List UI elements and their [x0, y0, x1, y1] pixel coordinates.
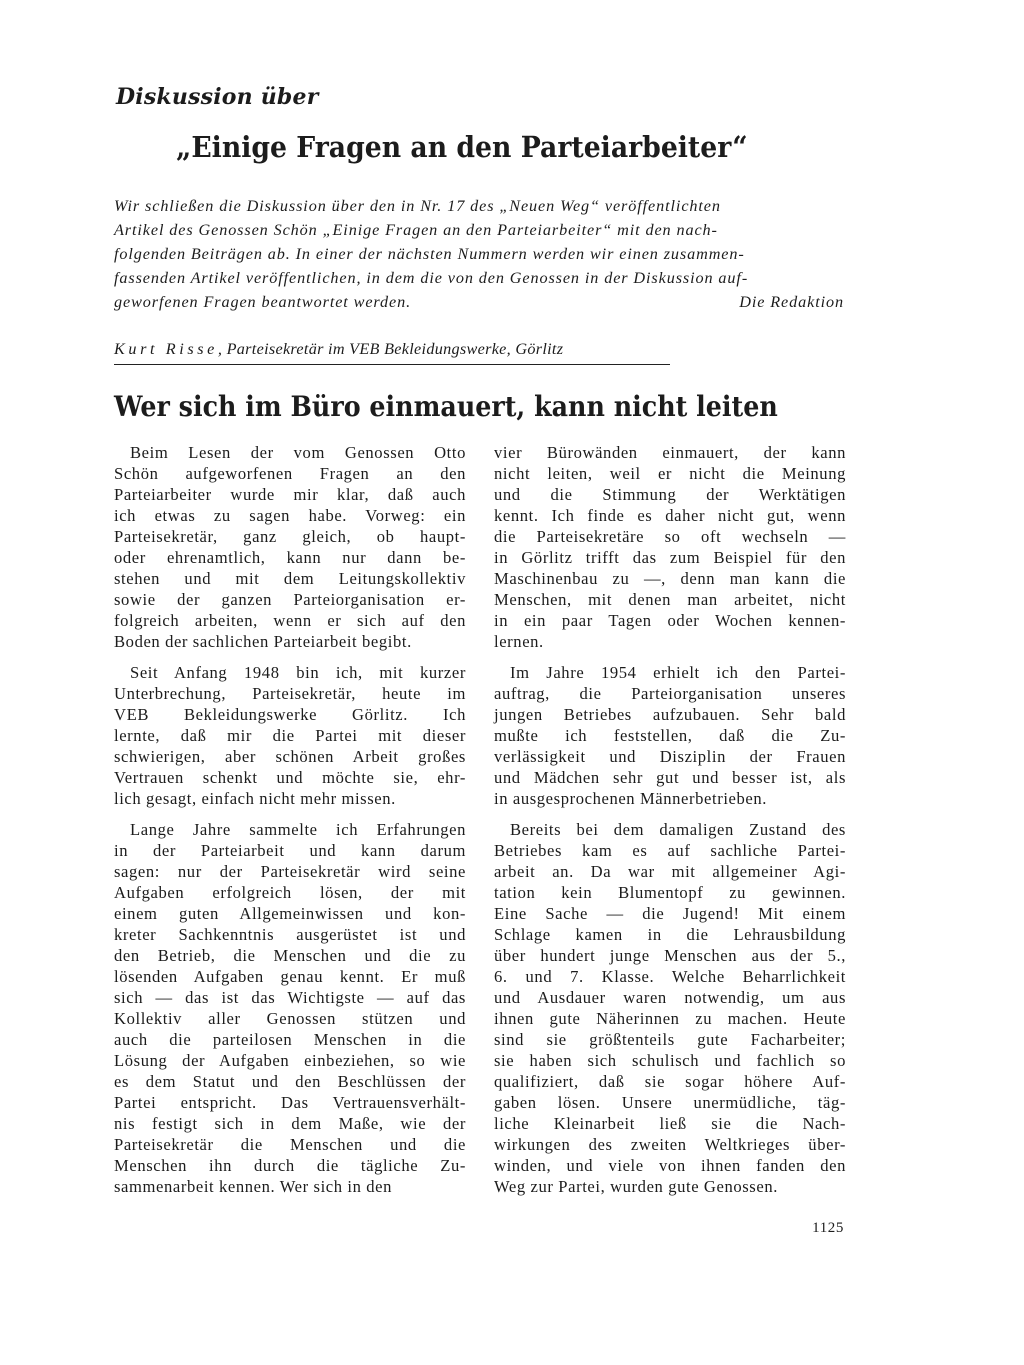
paragraph-line: Vertrauen schenkt und möchte sie, ehr-	[114, 768, 466, 787]
page-number: 1125	[812, 1220, 844, 1236]
paragraph-line: 6. und 7. Klasse. Welche Beharrlichkeit	[494, 967, 846, 986]
paragraph-line: ich etwas zu sagen habe. Vorweg: ein	[114, 506, 466, 525]
paragraph-line: auftrag, die Parteiorganisation unseres	[494, 684, 846, 703]
paragraph-line: Unterbrechung, Parteisekretär, heute im	[114, 684, 466, 703]
paragraph-line: auch die parteilosen Menschen in die	[114, 1030, 466, 1049]
paragraph-line: sagen: nur der Parteisekretär wird seine	[114, 862, 466, 881]
paragraph-line: lernen.	[494, 632, 544, 651]
paragraph-line: lernte, daß mir die Partei mit dieser	[114, 726, 466, 745]
intro-line: geworfenen Fragen beantwortet werden.	[114, 293, 412, 311]
paragraph-line: in ausgesprochenen Männerbetrieben.	[494, 789, 768, 808]
paragraph-line: ihnen gute Näherinnen zu machen. Heute	[494, 1009, 846, 1028]
paragraph-line: sammenarbeit kennen. Wer sich in den	[114, 1177, 393, 1196]
paragraph-line: einem guten Allgemeinwissen und kon-	[114, 904, 466, 923]
intro-last-line	[114, 290, 844, 314]
paragraph-line: über hundert junge Menschen aus der 5.,	[494, 946, 846, 965]
paragraph-line: Im Jahre 1954 erhielt ich den Partei-	[510, 663, 846, 682]
intro-line: Artikel des Genossen Schön „Einige Fragen an den Parteiarbeiter“ mit den nach-	[114, 221, 718, 239]
paragraph-line: Betriebes kam es auf sachliche Partei-	[494, 841, 846, 860]
paragraph-line: Aufgaben erfolgreich lösen, der mit	[114, 883, 466, 902]
paragraph-line: VEB Bekleidungswerke Görlitz. Ich	[114, 705, 466, 724]
intro-line: folgenden Beiträgen ab. In einer der nächsten Nummern werden wir einen zusammen-	[114, 245, 745, 263]
paragraph-line: Schön aufgeworfenen Fragen an den	[114, 464, 466, 483]
paragraph-line: und Mädchen sehr gut und besser ist, als	[494, 768, 846, 787]
paragraph-line: nis festigt sich in dem Maße, wie der	[114, 1114, 466, 1133]
paragraph-line: lösenden Aufgaben genau kennt. Er muß	[114, 967, 466, 986]
section-kicker: Diskussion über	[116, 84, 319, 110]
paragraph-line: Seit Anfang 1948 bin ich, mit kurzer	[130, 663, 466, 682]
paragraph-line: schwierigen, aber schönen Arbeit großes	[114, 747, 466, 766]
author-name: Kurt Risse	[114, 340, 218, 358]
article-paragraph	[494, 819, 846, 1197]
paragraph-line: kreter Sachkenntnis ausgerüstet ist und	[114, 925, 466, 944]
intro-line: fassenden Artikel veröffentlichen, in dem die von den Genossen in der Diskussion auf-	[114, 269, 749, 287]
paragraph-line: und Ausdauer waren notwendig, um aus	[494, 988, 846, 1007]
discussion-title: „Einige Fragen an den Parteiarbeiter“	[176, 130, 748, 164]
paragraph-line: mußte ich feststellen, daß die Zu-	[494, 726, 846, 745]
paragraph-line: den Betrieb, die Menschen und die zu	[114, 946, 466, 965]
article-paragraph	[114, 662, 466, 809]
paragraph-line: Lösung der Aufgaben einbeziehen, so wie	[114, 1051, 466, 1070]
paragraph-line: Maschinenbau zu —, denn man kann die	[494, 569, 846, 588]
paragraph-line: oder ehrenamtlich, kann nur dann be-	[114, 548, 466, 567]
paragraph-line: folgreich arbeiten, wenn er sich auf den	[114, 611, 466, 630]
paragraph-line: Parteisekretär, ganz gleich, ob haupt-	[114, 527, 466, 546]
paragraph-line: Partei entspricht. Das Vertrauensverhält-	[114, 1093, 466, 1112]
paragraph-line: Parteiarbeiter wurde mir klar, daß auch	[114, 485, 466, 504]
author-role: , Parteisekretär im VEB Bekleidungswerke, Görlitz	[217, 340, 564, 358]
paragraph-line: Bereits bei dem damaligen Zustand des	[510, 820, 846, 839]
paragraph-line: verlässigkeit und Disziplin der Frauen	[494, 747, 846, 766]
right-column	[494, 442, 846, 1207]
paragraph-line: Weg zur Partei, wurden gute Genossen.	[494, 1177, 778, 1196]
paragraph-line: lich gesagt, einfach nicht mehr missen.	[114, 789, 396, 808]
article-paragraph	[494, 662, 846, 809]
paragraph-line: in ein paar Tagen oder Wochen kennen-	[494, 611, 846, 630]
paragraph-line: tation kein Blumentopf zu gewinnen.	[494, 883, 846, 902]
paragraph-line: wirkungen des zweiten Weltkrieges über-	[494, 1135, 846, 1154]
author-byline	[114, 340, 670, 359]
paragraph-line: sowie der ganzen Parteiorganisation er-	[114, 590, 466, 609]
paragraph-line: gaben lösen. Unsere unermüdliche, täg-	[494, 1093, 846, 1112]
paragraph-line: nicht leiten, weil er nicht die Meinung	[494, 464, 846, 483]
paragraph-line: qualifiziert, daß sie sogar höhere Auf-	[494, 1072, 846, 1091]
paragraph-line: arbeit an. Da war mit allgemeiner Agi-	[494, 862, 846, 881]
paragraph-line: Beim Lesen der vom Genossen Otto	[130, 443, 466, 462]
paragraph-line: kennt. Ich finde es daher nicht gut, wenn	[494, 506, 846, 525]
paragraph-line: Eine Sache — die Jugend! Mit einem	[494, 904, 846, 923]
paragraph-line: es dem Statut und den Beschlüssen der	[114, 1072, 466, 1091]
paragraph-line: sich — das ist das Wichtigste — auf das	[114, 988, 466, 1007]
paragraph-line: winden, und viele von ihnen fanden den	[494, 1156, 846, 1175]
paragraph-line: stehen und mit dem Leitungskollektiv	[114, 569, 466, 588]
paragraph-line: in Görlitz trifft das zum Beispiel für den	[494, 548, 846, 567]
left-column	[114, 442, 466, 1207]
paragraph-line: Parteisekretär die Menschen und die	[114, 1135, 466, 1154]
paragraph-line: vier Bürowänden einmauert, der kann	[494, 443, 846, 462]
paragraph-line: und die Stimmung der Werktätigen	[494, 485, 846, 504]
paragraph-line: Kollektiv aller Genossen stützen und	[114, 1009, 466, 1028]
paragraph-line: Menschen ihn durch die tägliche Zu-	[114, 1156, 466, 1175]
article-paragraph	[494, 442, 846, 652]
paragraph-line: Boden der sachlichen Parteiarbeit begibt.	[114, 632, 412, 651]
article-paragraph	[114, 442, 466, 652]
paragraph-line: sind sie größtenteils gute Facharbeiter;	[494, 1030, 846, 1049]
paragraph-line: die Parteisekretäre so oft wechseln —	[494, 527, 846, 546]
paragraph-line: liche Kleinarbeit ließ sie die Nach-	[494, 1114, 846, 1133]
byline-divider	[114, 364, 670, 365]
article-title: Wer sich im Büro einmauert, kann nicht leiten	[114, 390, 778, 423]
paragraph-line: Lange Jahre sammelte ich Erfahrungen	[130, 820, 466, 839]
paragraph-line: sie haben sich schulisch und fachlich so	[494, 1051, 846, 1070]
paragraph-line: Menschen, mit denen man arbeitet, nicht	[494, 590, 846, 609]
paragraph-line: jungen Betriebes aufzubauen. Sehr bald	[494, 705, 846, 724]
editorial-intro	[114, 194, 844, 314]
paragraph-line: Schlage kamen in die Lehrausbildung	[494, 925, 846, 944]
paragraph-line: in der Parteiarbeit und kann darum	[114, 841, 466, 860]
intro-line: Wir schließen die Diskussion über den in Nr. 17 des „Neuen Weg“ veröffentlichten	[114, 197, 721, 215]
article-paragraph	[114, 819, 466, 1197]
editorial-signature: Die Redaktion	[739, 293, 844, 311]
